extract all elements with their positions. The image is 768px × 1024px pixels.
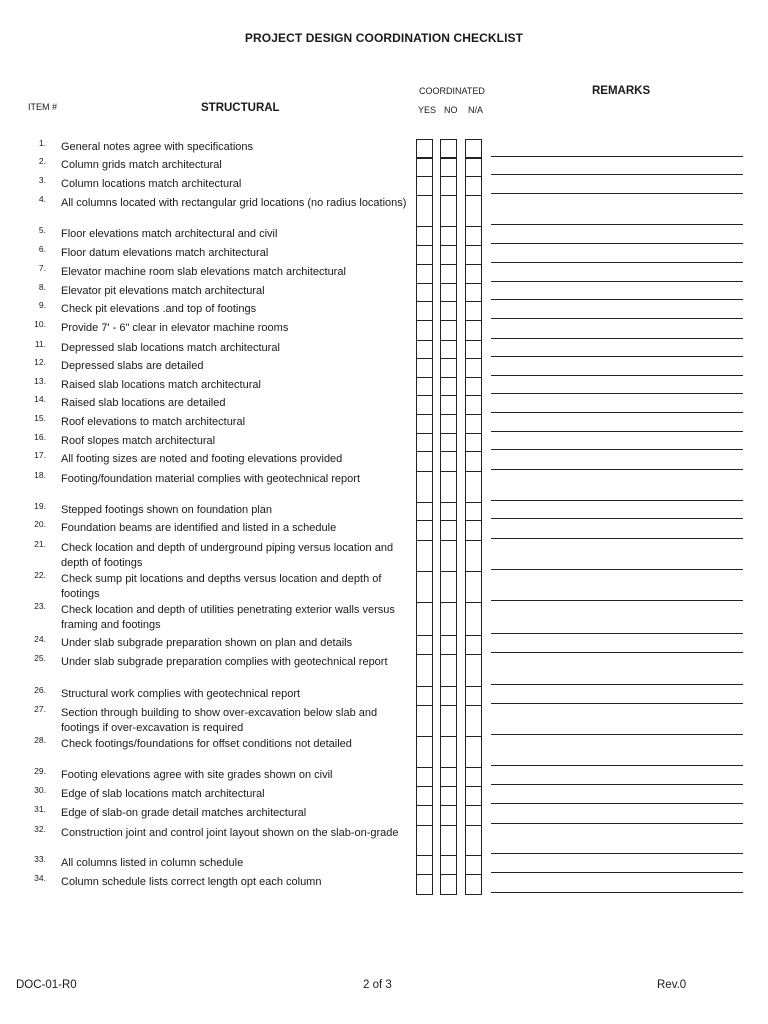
no-checkbox[interactable] bbox=[440, 686, 457, 706]
item-text: Column locations match architectural bbox=[61, 178, 242, 190]
item-number: 29. bbox=[34, 766, 46, 776]
yes-checkbox[interactable] bbox=[416, 414, 433, 434]
remarks-line[interactable] bbox=[491, 375, 743, 376]
item-number: 31. bbox=[34, 804, 46, 814]
remarks-line[interactable] bbox=[491, 784, 743, 785]
item-number: 28. bbox=[34, 735, 46, 745]
item-text: Floor datum elevations match architectural bbox=[61, 247, 269, 259]
na-checkbox[interactable] bbox=[465, 139, 482, 159]
no-checkbox[interactable] bbox=[440, 139, 457, 159]
yes-checkbox[interactable] bbox=[416, 301, 433, 321]
na-checkbox[interactable] bbox=[465, 471, 482, 503]
no-checkbox[interactable] bbox=[440, 451, 457, 472]
yes-checkbox[interactable] bbox=[416, 635, 433, 655]
item-number: 32. bbox=[34, 824, 46, 834]
yes-checkbox[interactable] bbox=[416, 540, 433, 572]
yes-checkbox[interactable] bbox=[416, 264, 433, 284]
item-text: Roof slopes match architectural bbox=[61, 435, 216, 447]
remarks-line[interactable] bbox=[491, 338, 743, 339]
remarks-line[interactable] bbox=[491, 600, 743, 601]
yes-checkbox[interactable] bbox=[416, 157, 433, 177]
no-checkbox[interactable] bbox=[440, 157, 457, 177]
remarks-line[interactable] bbox=[491, 633, 743, 634]
no-checkbox[interactable] bbox=[440, 520, 457, 541]
item-text: All footing sizes are noted and footing elevations provided bbox=[61, 453, 343, 465]
no-checkbox[interactable] bbox=[440, 736, 457, 768]
item-number: 26. bbox=[34, 685, 46, 695]
yes-checkbox[interactable] bbox=[416, 320, 433, 341]
yes-checkbox[interactable] bbox=[416, 686, 433, 706]
item-text: Edge of slab-on grade detail matches architectural bbox=[61, 807, 307, 819]
na-checkbox[interactable] bbox=[465, 195, 482, 227]
item-number: 12. bbox=[34, 357, 46, 367]
remarks-line[interactable] bbox=[491, 872, 743, 873]
item-number: 34. bbox=[34, 873, 46, 883]
item-number: 11. bbox=[34, 339, 46, 349]
remarks-line[interactable] bbox=[491, 652, 743, 653]
no-checkbox[interactable] bbox=[440, 358, 457, 378]
na-checkbox[interactable] bbox=[465, 705, 482, 737]
item-text: Edge of slab locations match architectural bbox=[61, 788, 265, 800]
na-checkbox[interactable] bbox=[465, 433, 482, 452]
na-checkbox[interactable] bbox=[465, 414, 482, 434]
item-number: 10. bbox=[34, 319, 46, 329]
na-checkbox[interactable] bbox=[465, 571, 482, 603]
remarks-line[interactable] bbox=[491, 823, 743, 824]
item-number: 20. bbox=[34, 519, 46, 529]
item-number: 4. bbox=[38, 194, 46, 204]
item-text: Floor elevations match architectural and civil bbox=[61, 228, 278, 240]
na-checkbox[interactable] bbox=[465, 157, 482, 177]
item-number: 23. bbox=[34, 601, 46, 611]
yes-checkbox[interactable] bbox=[416, 767, 433, 787]
yes-checkbox[interactable] bbox=[416, 451, 433, 472]
no-checkbox[interactable] bbox=[440, 377, 457, 396]
no-checkbox[interactable] bbox=[440, 805, 457, 826]
na-checkbox[interactable] bbox=[465, 451, 482, 472]
no-checkbox[interactable] bbox=[440, 176, 457, 196]
remarks-line[interactable] bbox=[491, 281, 743, 282]
na-checkbox[interactable] bbox=[465, 264, 482, 284]
yes-checkbox[interactable] bbox=[416, 825, 433, 856]
item-number: 18. bbox=[34, 470, 46, 480]
na-checkbox[interactable] bbox=[465, 176, 482, 196]
document-id: DOC-01-R0 bbox=[16, 979, 77, 991]
item-number: 15. bbox=[34, 413, 46, 423]
remarks-line[interactable] bbox=[491, 853, 743, 854]
item-text: Stepped footings shown on foundation plan bbox=[61, 504, 272, 516]
revision: Rev.0 bbox=[657, 979, 687, 991]
remarks-line[interactable] bbox=[491, 538, 743, 539]
na-checkbox[interactable] bbox=[465, 767, 482, 787]
no-checkbox[interactable] bbox=[440, 635, 457, 655]
no-checkbox[interactable] bbox=[440, 226, 457, 246]
yes-checkbox[interactable] bbox=[416, 805, 433, 826]
item-number: 30. bbox=[34, 785, 46, 795]
no-checkbox[interactable] bbox=[440, 571, 457, 603]
na-checkbox[interactable] bbox=[465, 283, 482, 302]
item-text: Provide 7' - 6" clear in elevator machine rooms bbox=[61, 322, 289, 334]
na-checkbox[interactable] bbox=[465, 502, 482, 521]
item-text: Construction joint and control joint layout shown on the slab-on-grade bbox=[61, 827, 399, 839]
na-checkbox[interactable] bbox=[465, 825, 482, 856]
yes-checkbox[interactable] bbox=[416, 395, 433, 415]
yes-checkbox[interactable] bbox=[416, 283, 433, 302]
no-checkbox[interactable] bbox=[440, 301, 457, 321]
item-number: 8. bbox=[38, 282, 46, 292]
no-checkbox[interactable] bbox=[440, 654, 457, 687]
item-text: Roof elevations to match architectural bbox=[61, 416, 246, 428]
no-checkbox[interactable] bbox=[440, 433, 457, 452]
item-number: 33. bbox=[34, 854, 46, 864]
no-checkbox[interactable] bbox=[440, 502, 457, 521]
item-number: 5. bbox=[38, 225, 46, 235]
item-text: Depressed slab locations match architectural bbox=[61, 342, 280, 354]
remarks-line[interactable] bbox=[491, 500, 743, 501]
yes-checkbox[interactable] bbox=[416, 705, 433, 737]
remarks-line[interactable] bbox=[491, 356, 743, 357]
page-number: 2 of 3 bbox=[363, 979, 392, 991]
no-checkbox[interactable] bbox=[440, 767, 457, 787]
na-checkbox[interactable] bbox=[465, 395, 482, 415]
no-checkbox[interactable] bbox=[440, 395, 457, 415]
yes-checkbox[interactable] bbox=[416, 654, 433, 687]
item-text: Raised slab locations match architectural bbox=[61, 379, 261, 391]
remarks-line[interactable] bbox=[491, 569, 743, 570]
item-text: Footing/foundation material complies with geotechnical report bbox=[61, 473, 360, 485]
item-text: Footing elevations agree with site grades shown on civil bbox=[61, 769, 333, 781]
yes-checkbox[interactable] bbox=[416, 245, 433, 265]
yes-checkbox[interactable] bbox=[416, 340, 433, 359]
remarks-line[interactable] bbox=[491, 412, 743, 413]
remarks-line[interactable] bbox=[491, 174, 743, 175]
no-checkbox[interactable] bbox=[440, 283, 457, 302]
no-checkbox[interactable] bbox=[440, 786, 457, 806]
remarks-line[interactable] bbox=[491, 318, 743, 319]
item-text: Under slab subgrade preparation shown on plan and details bbox=[61, 637, 353, 649]
yes-checkbox[interactable] bbox=[416, 433, 433, 452]
item-number: 22. bbox=[34, 570, 46, 580]
item-text: Check pit elevations .and top of footings bbox=[61, 303, 257, 315]
remarks-header: REMARKS bbox=[592, 85, 651, 97]
item-text: Depressed slabs are detailed bbox=[61, 360, 204, 372]
item-text: Elevator machine room slab elevations match architectural bbox=[61, 266, 346, 278]
remarks-line[interactable] bbox=[491, 431, 743, 432]
na-checkbox[interactable] bbox=[465, 654, 482, 687]
item-text: Check location and depth of utilities penetrating exterior walls versus framing and footings bbox=[61, 604, 395, 631]
no-checkbox[interactable] bbox=[440, 245, 457, 265]
yes-column-header: YES bbox=[418, 105, 437, 115]
na-checkbox[interactable] bbox=[465, 855, 482, 875]
na-checkbox[interactable] bbox=[465, 226, 482, 246]
no-checkbox[interactable] bbox=[440, 855, 457, 875]
na-checkbox[interactable] bbox=[465, 340, 482, 359]
no-checkbox[interactable] bbox=[440, 825, 457, 856]
no-checkbox[interactable] bbox=[440, 602, 457, 636]
na-checkbox[interactable] bbox=[465, 245, 482, 265]
item-text: Under slab subgrade preparation complies with geotechnical report bbox=[61, 656, 388, 668]
item-number: 2. bbox=[38, 156, 46, 166]
no-checkbox[interactable] bbox=[440, 264, 457, 284]
no-checkbox[interactable] bbox=[440, 414, 457, 434]
item-text: All columns located with rectangular grid locations (no radius locations) bbox=[61, 197, 407, 209]
yes-checkbox[interactable] bbox=[416, 571, 433, 603]
yes-checkbox[interactable] bbox=[416, 139, 433, 159]
yes-checkbox[interactable] bbox=[416, 520, 433, 541]
yes-checkbox[interactable] bbox=[416, 736, 433, 768]
remarks-line[interactable] bbox=[491, 393, 743, 394]
na-checkbox[interactable] bbox=[465, 786, 482, 806]
item-text: Column schedule lists correct length opt each column bbox=[61, 876, 322, 888]
na-checkbox[interactable] bbox=[465, 377, 482, 396]
item-number: 9. bbox=[38, 300, 46, 310]
remarks-line[interactable] bbox=[491, 262, 743, 263]
item-number: 7. bbox=[38, 263, 46, 273]
item-number: 1. bbox=[38, 138, 46, 148]
no-checkbox[interactable] bbox=[440, 705, 457, 737]
remarks-line[interactable] bbox=[491, 193, 743, 194]
item-number-header: ITEM # bbox=[28, 102, 58, 112]
na-checkbox[interactable] bbox=[465, 686, 482, 706]
no-checkbox[interactable] bbox=[440, 340, 457, 359]
no-checkbox[interactable] bbox=[440, 471, 457, 503]
remarks-line[interactable] bbox=[491, 449, 743, 450]
item-text: Check footings/foundations for offset conditions not detailed bbox=[61, 738, 352, 750]
remarks-line[interactable] bbox=[491, 765, 743, 766]
remarks-line[interactable] bbox=[491, 892, 743, 893]
remarks-line[interactable] bbox=[491, 684, 743, 685]
na-checkbox[interactable] bbox=[465, 301, 482, 321]
yes-checkbox[interactable] bbox=[416, 226, 433, 246]
na-column-header: N/A bbox=[468, 105, 484, 115]
item-number: 27. bbox=[34, 704, 46, 714]
item-text: Structural work complies with geotechnical report bbox=[61, 688, 301, 700]
yes-checkbox[interactable] bbox=[416, 377, 433, 396]
na-checkbox[interactable] bbox=[465, 635, 482, 655]
remarks-line[interactable] bbox=[491, 299, 743, 300]
yes-checkbox[interactable] bbox=[416, 874, 433, 895]
item-text: General notes agree with specifications bbox=[61, 141, 253, 153]
no-checkbox[interactable] bbox=[440, 874, 457, 895]
no-checkbox[interactable] bbox=[440, 195, 457, 227]
na-checkbox[interactable] bbox=[465, 805, 482, 826]
na-checkbox[interactable] bbox=[465, 874, 482, 895]
na-checkbox[interactable] bbox=[465, 540, 482, 572]
na-checkbox[interactable] bbox=[465, 320, 482, 341]
remarks-line[interactable] bbox=[491, 518, 743, 519]
remarks-line[interactable] bbox=[491, 803, 743, 804]
na-checkbox[interactable] bbox=[465, 736, 482, 768]
yes-checkbox[interactable] bbox=[416, 358, 433, 378]
item-text: Raised slab locations are detailed bbox=[61, 397, 226, 409]
item-number: 16. bbox=[34, 432, 46, 442]
item-text: Check sump pit locations and depths versus location and depth of footings bbox=[61, 573, 382, 600]
coordinated-header: COORDINATED bbox=[419, 86, 485, 96]
item-number: 6. bbox=[38, 244, 46, 254]
remarks-line[interactable] bbox=[491, 703, 743, 704]
item-text: Section through building to show over-excavation below slab and footings if over-excavation is required bbox=[61, 707, 378, 734]
item-number: 17. bbox=[34, 450, 46, 460]
item-number: 25. bbox=[34, 653, 46, 663]
na-checkbox[interactable] bbox=[465, 358, 482, 378]
remarks-line[interactable] bbox=[491, 734, 743, 735]
yes-checkbox[interactable] bbox=[416, 602, 433, 636]
yes-checkbox[interactable] bbox=[416, 176, 433, 196]
no-checkbox[interactable] bbox=[440, 540, 457, 572]
yes-checkbox[interactable] bbox=[416, 471, 433, 503]
remarks-line[interactable] bbox=[491, 243, 743, 244]
yes-checkbox[interactable] bbox=[416, 786, 433, 806]
item-number: 24. bbox=[34, 634, 46, 644]
yes-checkbox[interactable] bbox=[416, 195, 433, 227]
na-checkbox[interactable] bbox=[465, 520, 482, 541]
item-text: Elevator pit elevations match architectural bbox=[61, 285, 265, 297]
yes-checkbox[interactable] bbox=[416, 502, 433, 521]
item-number: 3. bbox=[38, 175, 46, 185]
remarks-line[interactable] bbox=[491, 469, 743, 470]
page-title: PROJECT DESIGN COORDINATION CHECKLIST bbox=[244, 31, 524, 45]
no-column-header: NO bbox=[444, 105, 458, 115]
item-number: 14. bbox=[34, 394, 46, 404]
item-text: Check location and depth of underground piping versus location and depth of footings bbox=[61, 542, 394, 569]
item-text: Column grids match architectural bbox=[61, 159, 222, 171]
remarks-line[interactable] bbox=[491, 224, 743, 225]
na-checkbox[interactable] bbox=[465, 602, 482, 636]
item-text: All columns listed in column schedule bbox=[61, 857, 244, 869]
item-number: 13. bbox=[34, 376, 46, 386]
item-text: Foundation beams are identified and listed in a schedule bbox=[61, 522, 337, 534]
no-checkbox[interactable] bbox=[440, 320, 457, 341]
remarks-line[interactable] bbox=[491, 156, 743, 157]
section-header: STRUCTURAL bbox=[201, 102, 280, 114]
yes-checkbox[interactable] bbox=[416, 855, 433, 875]
item-number: 21. bbox=[34, 539, 46, 549]
item-number: 19. bbox=[34, 501, 46, 511]
